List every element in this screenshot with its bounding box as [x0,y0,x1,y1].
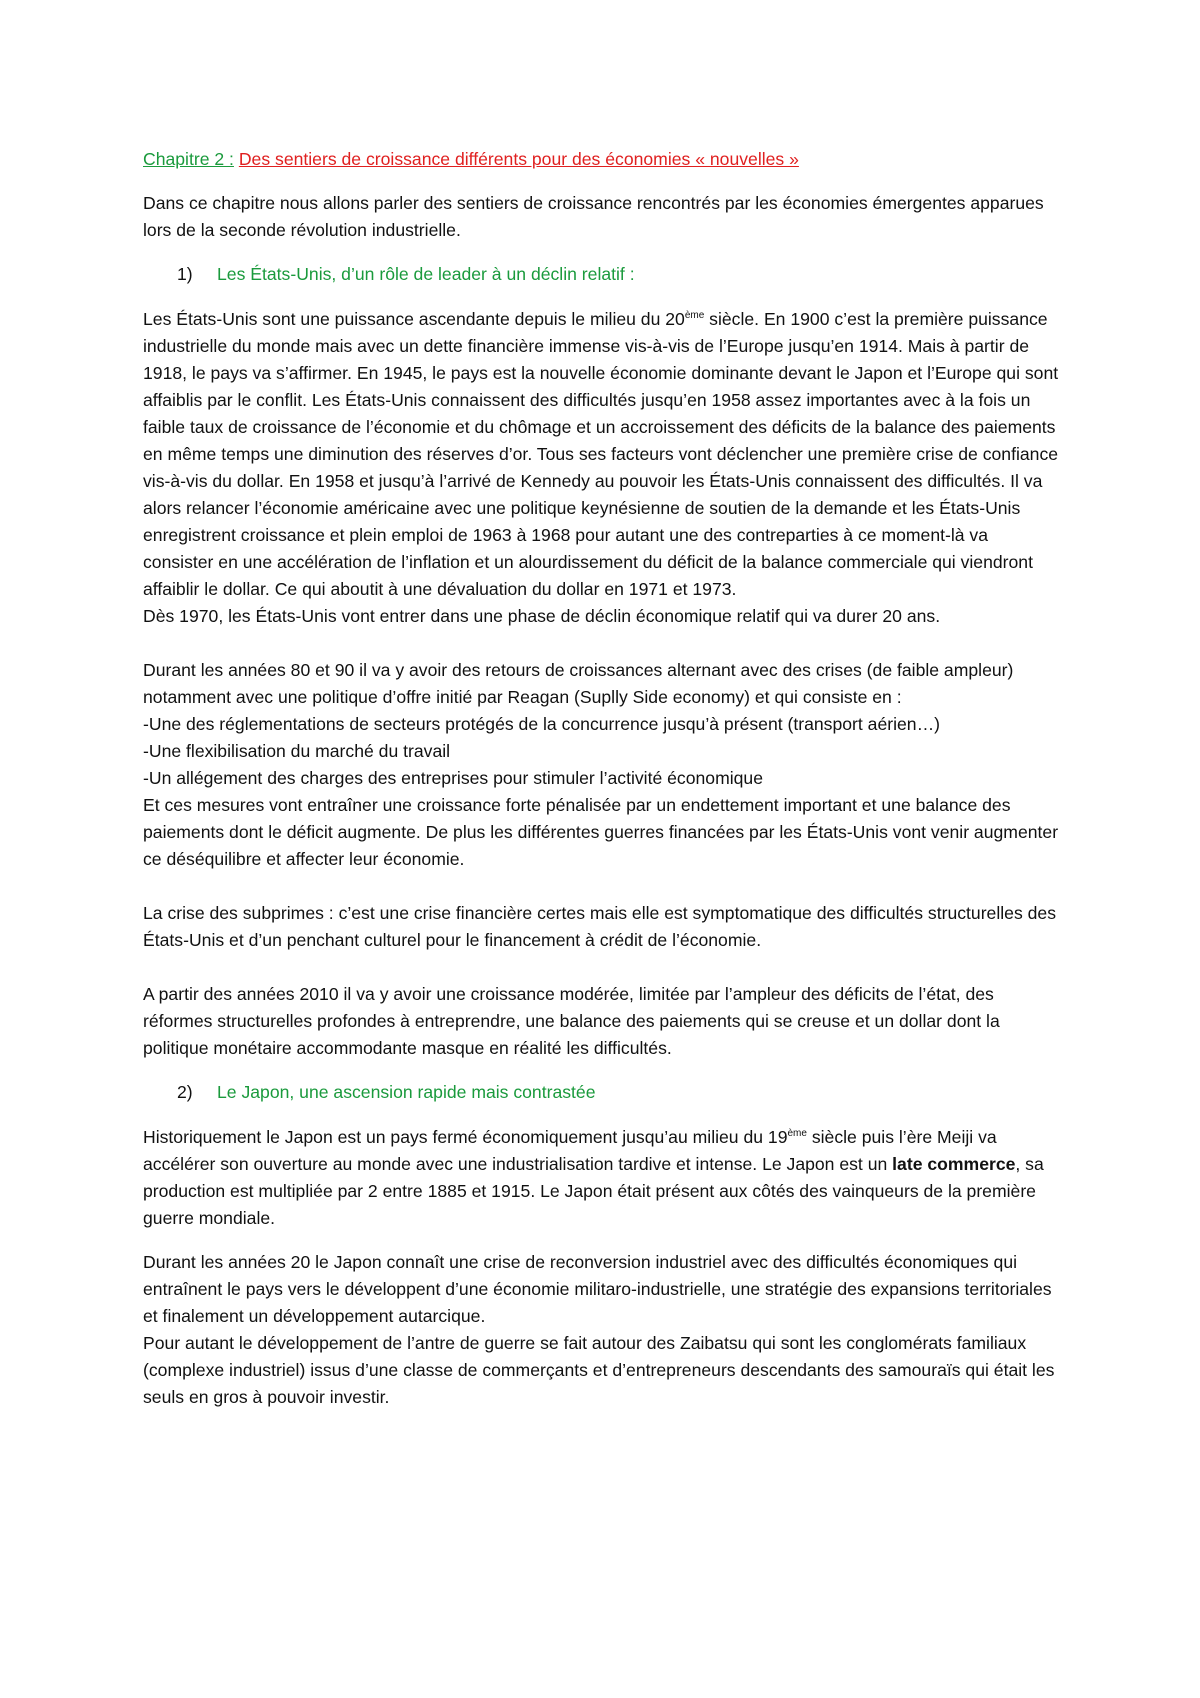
list-item: -Une flexibilisation du marché du travail [143,741,451,761]
japan-paragraph-2: Durant les années 20 le Japon connaît une crise de reconversion industriel avec des difficultés économiques qui entraînent le pays vers le développent d’une économie militaro-industrielle, une stratégie des expansions territoriales et finalement un développement autarcique. [143,1252,1052,1326]
usa-paragraph-4: A partir des années 2010 il va y avoir une croissance modérée, limitée par l’ampleur des déficits de l’état, des réformes structurelles profondes à entreprendre, une balance des paiements qui se creuse et un dollar dont la politique monétaire accommodante masque en réalité les difficultés. [143,984,1000,1058]
usa-paragraph-2-end: Et ces mesures vont entraîner une croissance forte pénalisée par un endettement important et une balance des paiements dont le déficit augmente. De plus les différentes guerres financées par les États-Unis vont venir augmenter ce déséquilibre et affecter leur économie. [143,795,1059,869]
japan-p1-text-c: , sa production est multipliée par 2 entre 1885 et 1915. Le Japon était présent aux côtés des vainqueurs de la première guerre mondiale. [143,1154,1044,1228]
japan-paragraph-3: Pour autant le développement de l’antre de guerre se fait autour des Zaibatsu qui sont les conglomérats familiaux (complexe industriel) issus d’une classe de commerçants et d’entrepreneurs descendants des samouraïs qui était les seuls en gros à pouvoir investir. [143,1333,1055,1407]
chapter-heading [143,146,1060,173]
usa-paragraph-1 [143,306,1060,603]
list-item: -Une des réglementations de secteurs protégés de la concurrence jusqu’à présent (transport aérien…) [143,714,941,734]
usa-p1-text-b: siècle. En 1900 c’est la première puissance industrielle du monde mais avec un dette financière immense vis-à-vis de l’Europe jusqu’en 1914. Mais à partir de 1918, le pays va s’affirmer. En 1945, le pays est la nouvelle économie dominante devant le Japon et l’Europe qui sont affaiblis par le conflit. Les États-Unis connaissent des difficultés jusqu’en 1958 assez importantes avec à la fois un faible taux de croissance de l’économie et du chômage et un accroissement des déficits de la balance des paiements en même temps une diminution des réserves d’or. Tous ses facteurs vont déclencher une première crise de confiance vis-à-vis du dollar. En 1958 et jusqu’à l’arrivé de Kennedy au pouvoir les États-Unis connaissent des difficultés. Il va alors relancer l’économie américaine avec une politique keynésienne de soutien de la demande et les États-Unis enregistrent croissance et plein emploi de 1963 à 1968 pour autant une des contreparties à ce moment-là va consister en une accélération de l’inflation et un alourdissement du déficit de la balance commerciale qui viendront affaiblir le dollar. Ce qui aboutit à une dévaluation du dollar en 1971 et 1973. [143,309,1059,599]
usa-paragraph-3: La crise des subprimes : c’est une crise financière certes mais elle est symptomatique des difficultés structurelles des États-Unis et d’un penchant culturel pour le financement à crédit de l’économie. [143,903,1056,950]
section-number-2: 2) [177,1082,193,1102]
section-title-2: Le Japon, une ascension rapide mais contrastée [217,1082,596,1102]
japan-p1-text-b: siècle puis l’ère Meiji va accélérer son ouverture au monde avec une industrialisation tardive et intense. Le Japon est un [143,1127,997,1174]
chapter-title: Des sentiers de croissance différents pour des économies « nouvelles » [238,149,799,169]
list-item: -Un allégement des charges des entreprises pour stimuler l’activité économique [143,768,763,788]
usa-paragraph-2-intro: Durant les années 80 et 90 il va y avoir des retours de croissances alternant avec des crises (de faible ampleur) notamment avec une politique d’offre initié par Reagan (Suplly Side economy) et qui consiste en : [143,660,1014,707]
section-heading-1 [177,261,1060,288]
usa-p1-superscript: ème [684,310,705,322]
japan-p1-text-a: Historiquement le Japon est un pays fermé économiquement jusqu’au milieu du 19 [143,1127,788,1147]
usa-p1-text-a: Les États-Unis sont une puissance ascendante depuis le milieu du 20 [143,309,685,329]
section-heading-2 [177,1079,1060,1106]
section-title-1: Les États-Unis, d’un rôle de leader à un déclin relatif : [217,264,635,284]
japan-p1-bold-term: late commerce [892,1154,1016,1174]
japan-paragraph-1 [143,1124,1060,1232]
chapter-label: Chapitre 2 : [143,149,234,169]
intro-paragraph: Dans ce chapitre nous allons parler des sentiers de croissance rencontrés par les économies émergentes apparues lors de la seconde révolution industrielle. [143,193,1044,240]
usa-paragraph-1-end: Dès 1970, les États-Unis vont entrer dans une phase de déclin économique relatif qui va durer 20 ans. [143,606,941,626]
section-number-1: 1) [177,264,193,284]
japan-p1-superscript: ème [787,1128,807,1140]
